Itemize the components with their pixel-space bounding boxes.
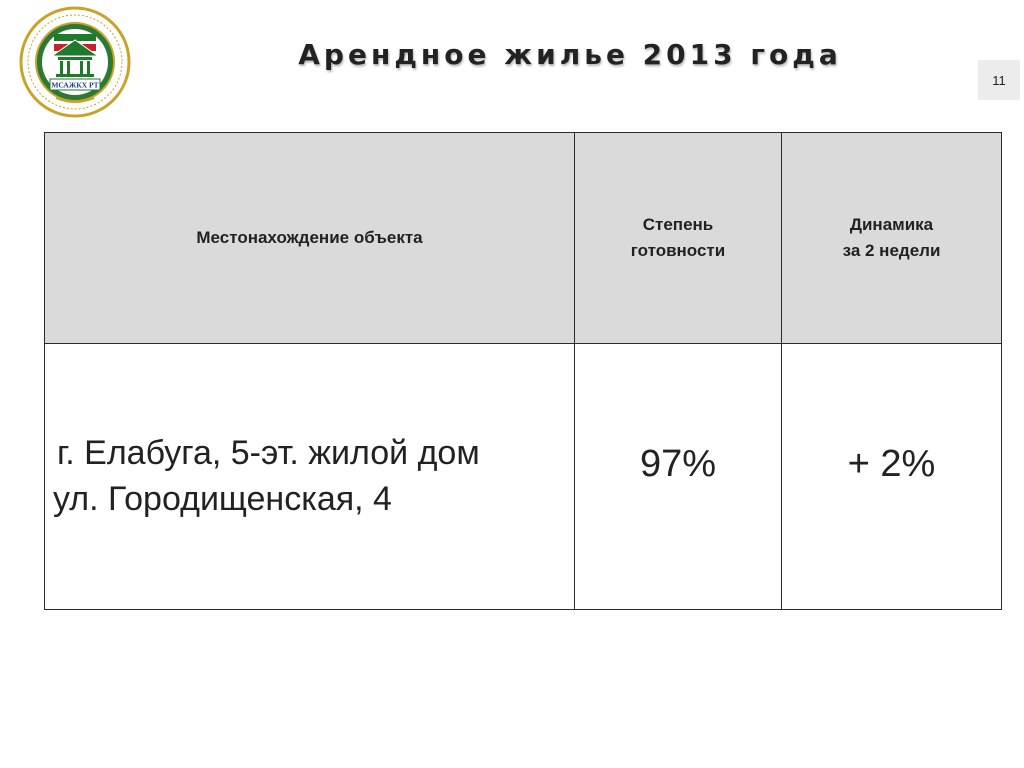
header-dynamics-line-2: за 2 недели <box>842 241 941 260</box>
ministry-logo <box>16 6 134 118</box>
ministry-emblem-house-icon <box>16 6 134 118</box>
header-readiness-line-2: готовности <box>630 241 726 260</box>
table-header-row <box>45 133 1002 344</box>
location-line-1: г. Елабуга, 5-эт. жилой дом <box>57 433 480 472</box>
readiness-table <box>44 132 1002 610</box>
cell-location <box>45 344 575 610</box>
logo-label: МСАЖКХ РТ <box>51 80 99 90</box>
cell-readiness: 97% <box>575 344 782 610</box>
table-row <box>45 344 1002 610</box>
header-dynamics-line-1: Динамика <box>849 214 934 234</box>
page-number: 11 <box>978 60 1020 100</box>
header-location <box>45 133 575 344</box>
cell-dynamics: + 2% <box>782 344 1002 610</box>
header-readiness <box>575 133 782 344</box>
header-dynamics <box>782 133 1002 344</box>
location-line-2: ул. Городищенская, 4 <box>53 479 392 518</box>
slide-title: Арендное жилье 2013 года <box>298 38 842 71</box>
header-location-label: Местонахождение объекта <box>196 227 423 247</box>
header-readiness-line-1: Степень <box>642 214 714 234</box>
